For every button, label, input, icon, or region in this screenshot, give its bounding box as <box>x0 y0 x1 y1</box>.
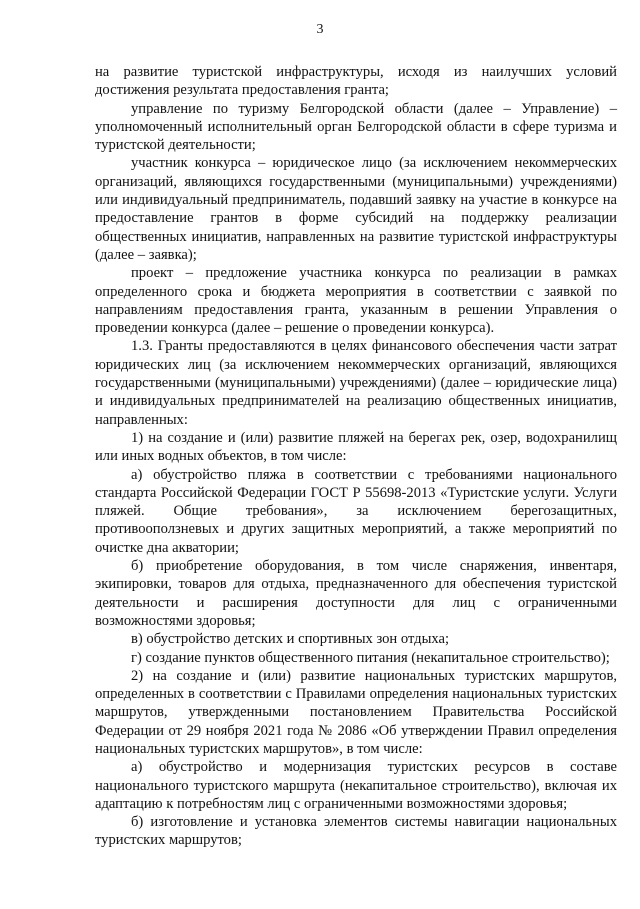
page-number: 3 <box>316 22 324 37</box>
paragraph: а) обустройство пляжа в соответствии с требованиями национального стандарта Российской Федерации ГОСТ Р 55698-2013 «Туристские услуги. Услуги пляжей. Общие требования», за исключением берегозащитных, противооползневых и других защитных мероприятий, а также мероприятий по очистке дна акватории; <box>95 466 617 556</box>
paragraph: б) изготовление и установка элементов системы навигации национальных туристских маршрутов; <box>95 814 617 849</box>
paragraph: в) обустройство детских и спортивных зон отдыха; <box>131 631 450 648</box>
paragraph: б) приобретение оборудования, в том числе снаряжения, инвентаря, экипировки, товаров для отдыха, предназначенного для обеспечения туристской деятельности и расширения доступности для лиц с ограниченными возможностями здоровья; <box>95 558 617 629</box>
paragraph: 2) на создание и (или) развитие национальных туристских маршрутов, определенных в соответствии с Правилами определения национальных туристских маршрутов, утвержденными постановлением Правительства Российской Федерации от 29 ноября 2021 года № 2086 «Об утверждении Правил определения национальных туристских маршрутов», в том числе: <box>95 667 617 757</box>
paragraph: а) обустройство и модернизация туристских ресурсов в составе национального туристского маршрута (некапитальное строительство), включая их адаптацию к потребностям лиц с ограниченными возможностями здоровья; <box>95 759 617 812</box>
document-body <box>95 63 617 850</box>
paragraph: участник конкурса – юридическое лицо (за исключением некоммерческих организаций, являющихся государственными (муниципальными) учреждениями) или индивидуальный предприниматель, подавший заявку на участие в конкурсе на предоставление грантов в форме субсидий на поддержку реализации общественных инициатив, направленных на развитие туристской инфраструктуры (далее – заявка); <box>95 155 617 263</box>
paragraph: 1.3. Гранты предоставляются в целях финансового обеспечения части затрат юридических лиц (за исключением некоммерческих организаций, являющихся государственными (муниципальными) учреждениями) (далее – юридические лица) и индивидуальных предпринимателей на реализацию общественных инициатив, направленных: <box>95 338 617 428</box>
paragraph: 1) на создание и (или) развитие пляжей на берегах рек, озер, водохранилищ или иных водных объектов, в том числе: <box>95 429 617 465</box>
paragraph: на развитие туристской инфраструктуры, исходя из наилучших условий достижения результата предоставления гранта; <box>95 64 617 99</box>
paragraph: г) создание пунктов общественного питания (некапитальное строительство); <box>131 649 610 666</box>
paragraph: проект – предложение участника конкурса по реализации в рамках определенного срока и бюджета мероприятия в соответствии с заявкой по направлениям предоставления гранта, указанным в решении Управления о проведении конкурса (далее – решение о проведении конкурса). <box>95 265 617 337</box>
paragraph: управление по туризму Белгородской области (далее – Управление) – уполномоченный исполнительный орган Белгородской области в сфере туризма и туристской деятельности; <box>95 100 617 154</box>
